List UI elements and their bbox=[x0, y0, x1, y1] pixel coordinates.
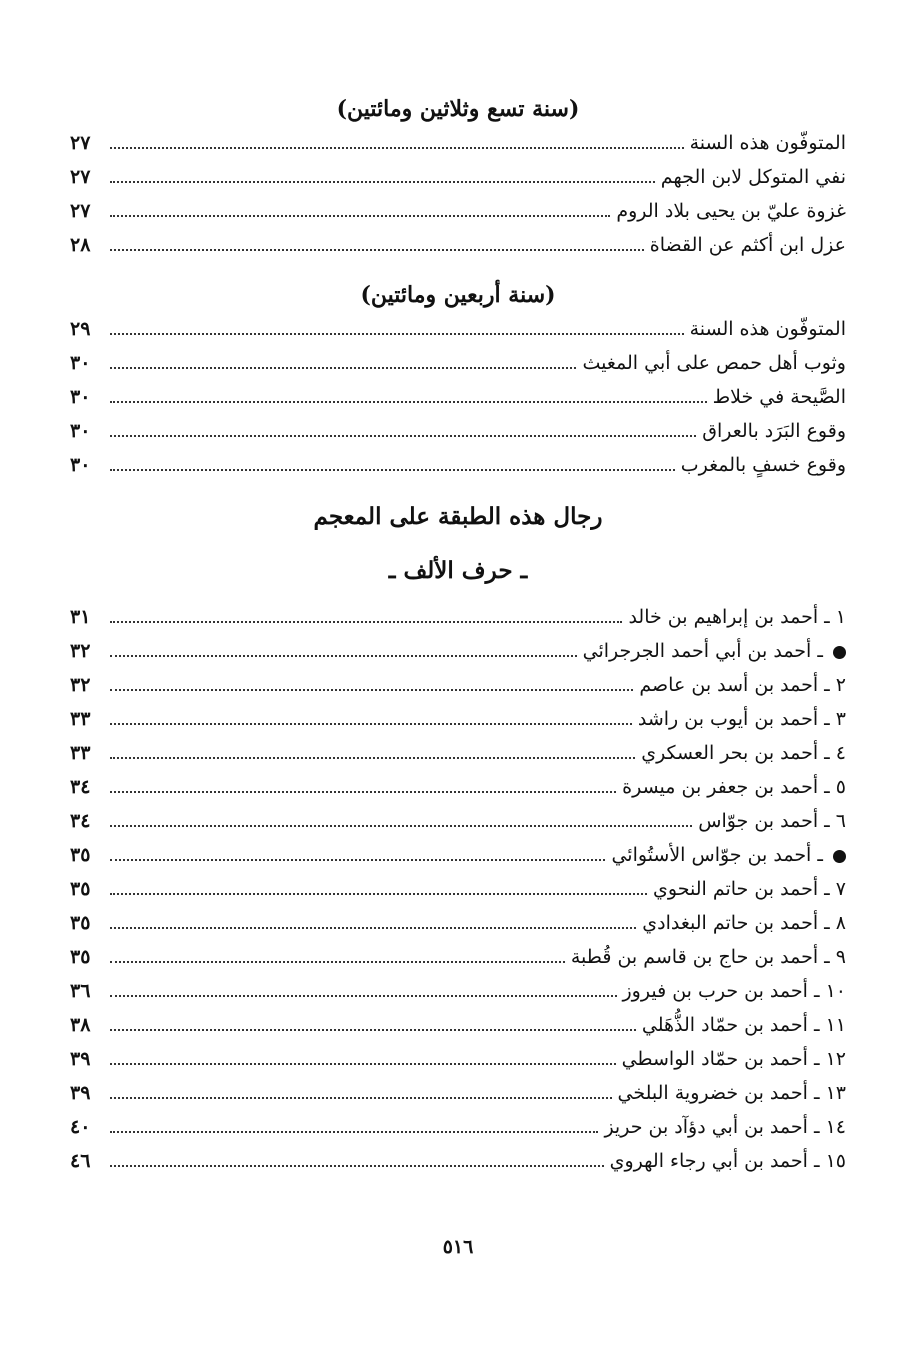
page-ref: ٤٠ bbox=[70, 1116, 91, 1138]
dot-leader bbox=[110, 1063, 616, 1065]
entry-number: ٥ bbox=[835, 776, 846, 798]
entry-number: ٦ bbox=[835, 810, 846, 832]
entry-number: ١٠ bbox=[825, 980, 846, 1002]
page-ref: ٣٠ bbox=[70, 454, 91, 476]
dot-leader bbox=[110, 757, 635, 759]
entry-number: ١٥ bbox=[825, 1150, 846, 1172]
page-ref: ٣٠ bbox=[70, 352, 91, 374]
dot-leader bbox=[110, 893, 647, 895]
entry-text: المتوفّون هذه السنة bbox=[689, 318, 846, 340]
dot-leader bbox=[110, 333, 684, 335]
toc-entry bbox=[70, 380, 846, 414]
entry-name: أحمد بن إبراهيم بن خالد bbox=[628, 606, 819, 628]
page-ref: ٢٩ bbox=[70, 318, 91, 340]
dot-leader bbox=[110, 147, 684, 149]
dot-leader bbox=[110, 621, 622, 623]
toc-entry bbox=[70, 1042, 846, 1076]
dot-leader bbox=[110, 1131, 598, 1133]
dot-leader bbox=[110, 215, 610, 217]
dot-leader bbox=[110, 723, 632, 725]
dot-leader bbox=[110, 791, 616, 793]
entry-text: غزوة عليّ بن يحيى بلاد الروم bbox=[616, 200, 846, 222]
entry-text: نفي المتوكل لابن الجهم bbox=[660, 166, 846, 188]
entry-text: ٧ ـ أحمد بن حاتم النحوي bbox=[653, 878, 846, 900]
entry-text: المتوفّون هذه السنة bbox=[689, 132, 846, 154]
bullet-icon bbox=[833, 850, 846, 863]
dot-leader bbox=[110, 825, 692, 827]
page-ref: ٣٢ bbox=[70, 640, 91, 662]
page-ref: ٤٦ bbox=[70, 1150, 91, 1172]
toc-entry bbox=[70, 312, 846, 346]
entry-number: ١٣ bbox=[825, 1082, 846, 1104]
entry-text: ٦ ـ أحمد بن جوّاس bbox=[698, 810, 846, 832]
page-ref: ٣٥ bbox=[70, 912, 91, 934]
entry-text: ١٠ ـ أحمد بن حرب بن فيروز bbox=[622, 980, 846, 1002]
page-ref: ٣٦ bbox=[70, 980, 91, 1002]
toc-entry bbox=[70, 770, 846, 804]
dot-leader bbox=[110, 859, 605, 861]
toc-entry bbox=[70, 448, 846, 482]
dot-leader bbox=[110, 689, 633, 691]
toc-entry bbox=[70, 1144, 846, 1178]
page-ref: ٣٤ bbox=[70, 776, 91, 798]
section-heading-240: (سنة أربعين ومائتين) bbox=[360, 282, 556, 308]
page-ref: ٣٤ bbox=[70, 810, 91, 832]
entry-text: ـ أحمد بن جوّاس الأستُوائي bbox=[605, 838, 846, 872]
dot-leader bbox=[110, 181, 655, 183]
entry-name: أحمد بن أسد بن عاصم bbox=[639, 674, 819, 696]
entry-number: ٧ bbox=[835, 878, 846, 900]
entry-text: وقوع البَرَد بالعراق bbox=[702, 420, 846, 442]
entry-name: أحمد بن حمّاد الواسطي bbox=[621, 1048, 808, 1070]
letter-heading: ـ حرف الألف ـ bbox=[388, 557, 528, 584]
entry-name: أحمد بن حاج بن قاسم بن قُطبة bbox=[570, 946, 819, 968]
entry-text: ٩ ـ أحمد بن حاج بن قاسم بن قُطبة bbox=[570, 946, 846, 968]
toc-entry bbox=[70, 600, 846, 634]
page-ref: ٣٩ bbox=[70, 1082, 91, 1104]
bullet-icon bbox=[833, 646, 846, 659]
page-ref: ٣١ bbox=[70, 606, 91, 628]
toc-entry bbox=[70, 126, 846, 160]
entry-text: ١٥ ـ أحمد بن أبي رجاء الهروي bbox=[609, 1150, 846, 1172]
page-ref: ٣٥ bbox=[70, 844, 91, 866]
page-number: ٥١٦ bbox=[442, 1236, 474, 1258]
entry-text: ١٣ ـ أحمد بن خضروية البلخي bbox=[617, 1082, 846, 1104]
page-ref: ٢٨ bbox=[70, 234, 91, 256]
entry-name: أحمد بن جوّاس bbox=[698, 810, 819, 832]
dot-leader bbox=[110, 995, 617, 997]
entry-name: أحمد بن جعفر بن ميسرة bbox=[622, 776, 819, 798]
entry-name: أحمد بن حاتم البغدادي bbox=[642, 912, 819, 934]
toc-entry bbox=[70, 838, 846, 872]
entry-text: ١٤ ـ أحمد بن أبي دؤآد بن حريز bbox=[604, 1116, 846, 1138]
entry-number: ١١ bbox=[825, 1014, 846, 1036]
entry-number: ١ bbox=[835, 606, 846, 628]
entry-text: ١ ـ أحمد بن إبراهيم بن خالد bbox=[628, 606, 846, 628]
entry-text: عزل ابن أكثم عن القضاة bbox=[649, 234, 846, 256]
page-ref: ٣٣ bbox=[70, 742, 91, 764]
toc-entry bbox=[70, 1110, 846, 1144]
entry-name: أحمد بن حرب بن فيروز bbox=[622, 980, 808, 1002]
dot-leader bbox=[110, 1097, 612, 1099]
dot-leader bbox=[110, 469, 675, 471]
dot-leader bbox=[110, 249, 644, 251]
entry-name: أحمد بن خضروية البلخي bbox=[617, 1082, 808, 1104]
page-ref: ٣٩ bbox=[70, 1048, 91, 1070]
entry-text: ٥ ـ أحمد بن جعفر بن ميسرة bbox=[622, 776, 846, 798]
entry-name: أحمد بن أبي دؤآد بن حريز bbox=[604, 1116, 808, 1138]
page-ref: ٣٥ bbox=[70, 878, 91, 900]
dot-leader bbox=[110, 367, 576, 369]
entry-text: ـ أحمد بن أبي أحمد الجرجرائي bbox=[577, 634, 846, 668]
entry-text: وقوع خسفٍ بالمغرب bbox=[680, 454, 846, 476]
toc-entry bbox=[70, 804, 846, 838]
dot-leader bbox=[110, 961, 565, 963]
toc-entry bbox=[70, 940, 846, 974]
toc-entry bbox=[70, 1008, 846, 1042]
entry-name: أحمد بن أيوب بن راشد bbox=[637, 708, 819, 730]
entry-text: ٣ ـ أحمد بن أيوب بن راشد bbox=[637, 708, 846, 730]
page-ref: ٣٢ bbox=[70, 674, 91, 696]
entry-text: ٨ ـ أحمد بن حاتم البغدادي bbox=[642, 912, 846, 934]
page-ref: ٣٠ bbox=[70, 420, 91, 442]
page-ref: ٣٠ bbox=[70, 386, 91, 408]
entry-number: ١٤ bbox=[825, 1116, 846, 1138]
entry-text: ٤ ـ أحمد بن بحر العسكري bbox=[641, 742, 846, 764]
entry-number: ٤ bbox=[835, 742, 846, 764]
entry-number: ٢ bbox=[835, 674, 846, 696]
dot-leader bbox=[110, 927, 636, 929]
entry-text: وثوب أهل حمص على أبي المغيث bbox=[582, 352, 846, 374]
entry-name: أحمد بن بحر العسكري bbox=[641, 742, 819, 764]
toc-entry bbox=[70, 736, 846, 770]
toc-entry bbox=[70, 702, 846, 736]
entry-name: أحمد بن حمّاد الذُّهَلي bbox=[641, 1014, 808, 1036]
men-heading: رجال هذه الطبقة على المعجم bbox=[313, 503, 603, 530]
section-heading-239: (سنة تسع وثلاثين ومائتين) bbox=[336, 96, 580, 122]
entry-number: ٩ bbox=[835, 946, 846, 968]
toc-entry bbox=[70, 1076, 846, 1110]
page-ref: ٣٥ bbox=[70, 946, 91, 968]
entry-text: الصَّيحة في خلاط bbox=[712, 386, 846, 408]
dot-leader bbox=[110, 401, 707, 403]
toc-entry bbox=[70, 414, 846, 448]
toc-entry bbox=[70, 634, 846, 668]
dot-leader bbox=[110, 1029, 636, 1031]
entry-name: أحمد بن حاتم النحوي bbox=[653, 878, 819, 900]
toc-entry bbox=[70, 906, 846, 940]
entry-number: ١٢ bbox=[825, 1048, 846, 1070]
toc-entry bbox=[70, 228, 846, 262]
entry-number: ٣ bbox=[835, 708, 846, 730]
entry-name: أحمد بن أبي أحمد الجرجرائي bbox=[582, 640, 812, 662]
entry-name: أحمد بن أبي رجاء الهروي bbox=[609, 1150, 808, 1172]
entry-text: ١٢ ـ أحمد بن حمّاد الواسطي bbox=[621, 1048, 846, 1070]
entry-name: أحمد بن جوّاس الأستُوائي bbox=[611, 844, 812, 866]
toc-entry bbox=[70, 974, 846, 1008]
dot-leader bbox=[110, 655, 577, 657]
table-of-contents bbox=[70, 92, 846, 1178]
page-ref: ٢٧ bbox=[70, 200, 91, 222]
toc-entry bbox=[70, 346, 846, 380]
page-ref: ٢٧ bbox=[70, 166, 91, 188]
dot-leader bbox=[110, 435, 696, 437]
toc-entry bbox=[70, 194, 846, 228]
entry-number: ٨ bbox=[835, 912, 846, 934]
toc-entry bbox=[70, 160, 846, 194]
toc-entry bbox=[70, 872, 846, 906]
entry-text: ٢ ـ أحمد بن أسد بن عاصم bbox=[639, 674, 846, 696]
page-ref: ٢٧ bbox=[70, 132, 91, 154]
dot-leader bbox=[110, 1165, 604, 1167]
page-ref: ٣٣ bbox=[70, 708, 91, 730]
page-ref: ٣٨ bbox=[70, 1014, 91, 1036]
toc-entry bbox=[70, 668, 846, 702]
entry-text: ١١ ـ أحمد بن حمّاد الذُّهَلي bbox=[641, 1014, 846, 1036]
